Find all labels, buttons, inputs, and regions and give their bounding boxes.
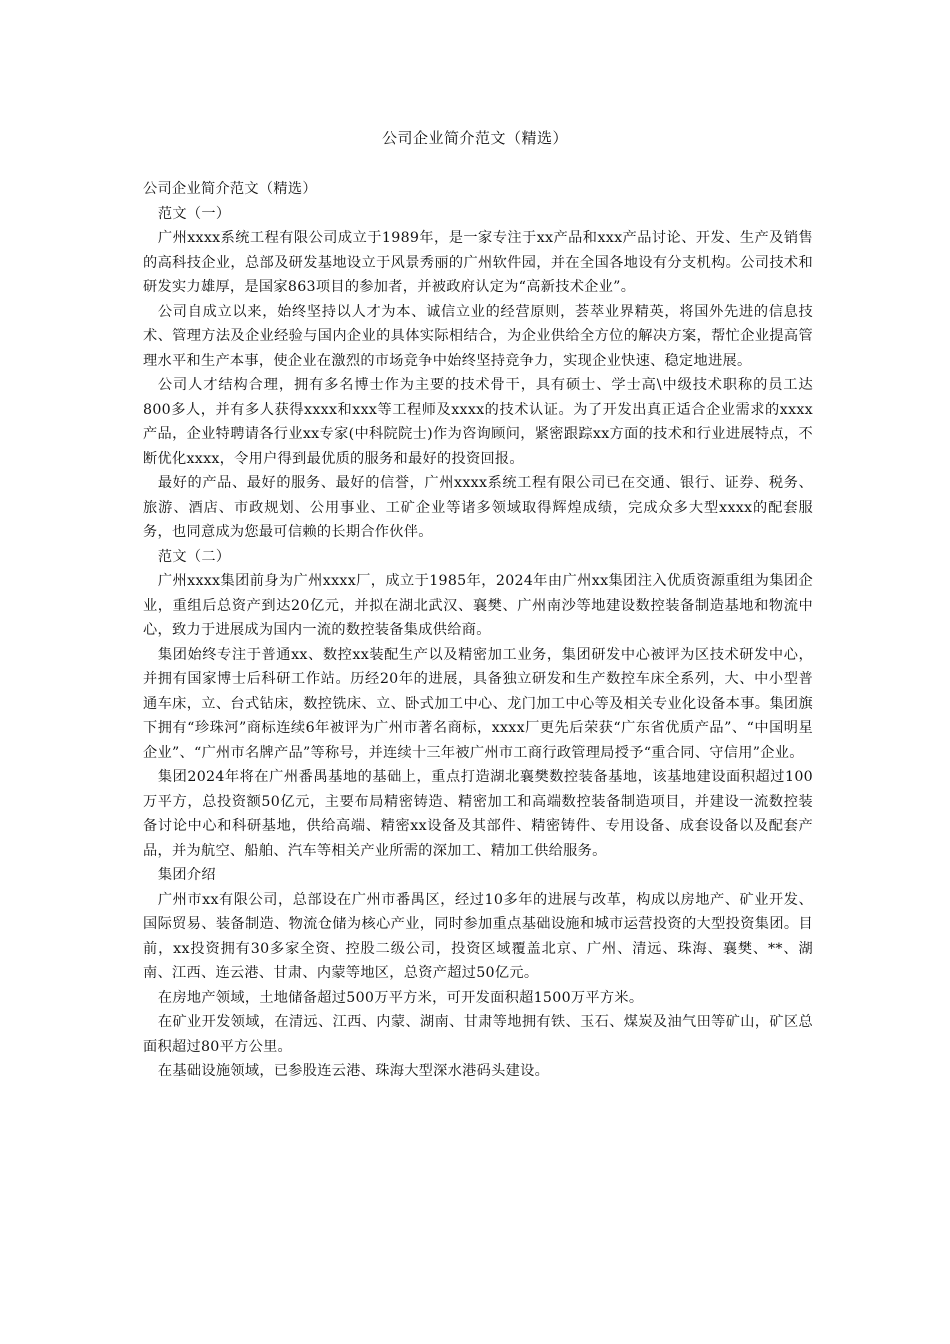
paragraph: 广州xxxx系统工程有限公司成立于1989年，是一家专注于xx产品和xxx产品讨论、开发、生产及销售的高科技企业，总部及研发基地设立于风景秀丽的广州软件园，并在全国各地设有分支机构。公司技术和研发实力雄厚，是国家863项目的参加者，并被政府认定为“高新技术企业”。: [143, 230, 813, 295]
paragraph: 集团2024年将在广州番禺基地的基础上，重点打造湖北襄樊数控装备基地，该基地建设面积超过100万平方，总投资额50亿元，主要布局精密铸造、精密加工和高端数控装备制造项目，并建设一流数控装备讨论中心和科研基地，供给高端、精密xx设备及其部件、精密铸件、专用设备、成套设备以及配套产品，并为航空、船舶、汽车等相关产业所需的深加工、精加工供给服务。: [143, 769, 813, 859]
section-heading-group-intro: 集团介绍: [157, 867, 216, 883]
section-heading-sample-2: 范文（二）: [157, 548, 231, 565]
paragraph: 广州xxxx集团前身为广州xxxx厂，成立于1985年，2024年由广州xx集团注入优质资源重组为集团企业，重组后总资产到达20亿元，并拟在湖北武汉、襄樊、广州南沙等地建设数控装备制造基地和物流中心，致力于进展成为国内一流的数控装备集成供给商。: [143, 573, 813, 638]
document-title: 公司企业简介范文（精选）: [381, 129, 568, 147]
paragraph: 广州市xx有限公司，总部设在广州市番禺区，经过10多年的进展与改革，构成以房地产、矿业开发、国际贸易、装备制造、物流仓储为核心产业，同时参加重点基础设施和城市运营投资的大型投资集团。目前，xx投资拥有30多家全资、控股二级公司，投资区域覆盖北京、广州、清远、珠海、襄樊、**、湖南、江西、连云港、甘肃、内蒙等地区，总资产超过50亿元。: [143, 891, 813, 981]
paragraph: 在房地产领域，土地储备超过500万平方米，可开发面积超1500万平方米。: [157, 989, 644, 1006]
body-heading: 公司企业简介范文（精选）: [143, 181, 317, 197]
paragraph: 在基础设施领域，已参股连云港、珠海大型深水港码头建设。: [157, 1063, 550, 1079]
paragraph: 公司自成立以来，始终坚持以人才为本、诚信立业的经营原则，荟萃业界精英，将国外先进的信息技术、管理方法及企业经验与国内企业的具体实际相结合，为企业供给全方位的解决方案，帮忙企业提高管理水平和生产本事，使企业在激烈的市场竞争中始终坚持竞争力，实现企业快速、稳定地进展。: [143, 303, 813, 369]
paragraph: 集团始终专注于普通xx、数控xx装配生产以及精密加工业务，集团研发中心被评为区技术研发中心，并拥有国家博士后科研工作站。历经20年的进展，具备独立研发和生产数控车床全系列，大、中小型普通车床，立、台式钻床，数控铣床、立、卧式加工中心、龙门加工中心等及相关专业化设备本事。集团旗下拥有“珍珠河”商标连续6年被评为广州市著名商标，xxxx厂更先后荣获“广东省优质产品”、“中国明星企业”、“广州市名牌产品”等称号，并连续十三年被广州市工商行政管理局授予“重合同、守信用”企业。: [143, 646, 813, 761]
paragraph: 在矿业开发领域，在清远、江西、内蒙、湖南、甘肃等地拥有铁、玉石、煤炭及油气田等矿山，矿区总面积超过80平方公里。: [143, 1014, 813, 1055]
paragraph: 公司人才结构合理，拥有多名博士作为主要的技术骨干，具有硕士、学士高\中级技术职称的员工达800多人，并有多人获得xxxx和xxx等工程师及xxxx的技术认证。为了开发出真正适合企业需求的xxxx产品，企业特聘请各行业xx专家(中科院院士)作为咨询顾问，紧密跟踪xx方面的技术和行业进展特点，不断优化xxxx，令用户得到最优质的服务和最好的投资回报。: [143, 377, 813, 467]
section-heading-sample-1: 范文（一）: [157, 205, 231, 222]
paragraph: 最好的产品、最好的服务、最好的信誉，广州xxxx系统工程有限公司已在交通、银行、证券、税务、旅游、酒店、市政规划、公用事业、工矿企业等诸多领域取得辉煌成绩，完成众多大型xxxx的配套服务，也同意成为您最可信赖的长期合作伙伴。: [143, 475, 813, 540]
document-body: [143, 177, 813, 1084]
